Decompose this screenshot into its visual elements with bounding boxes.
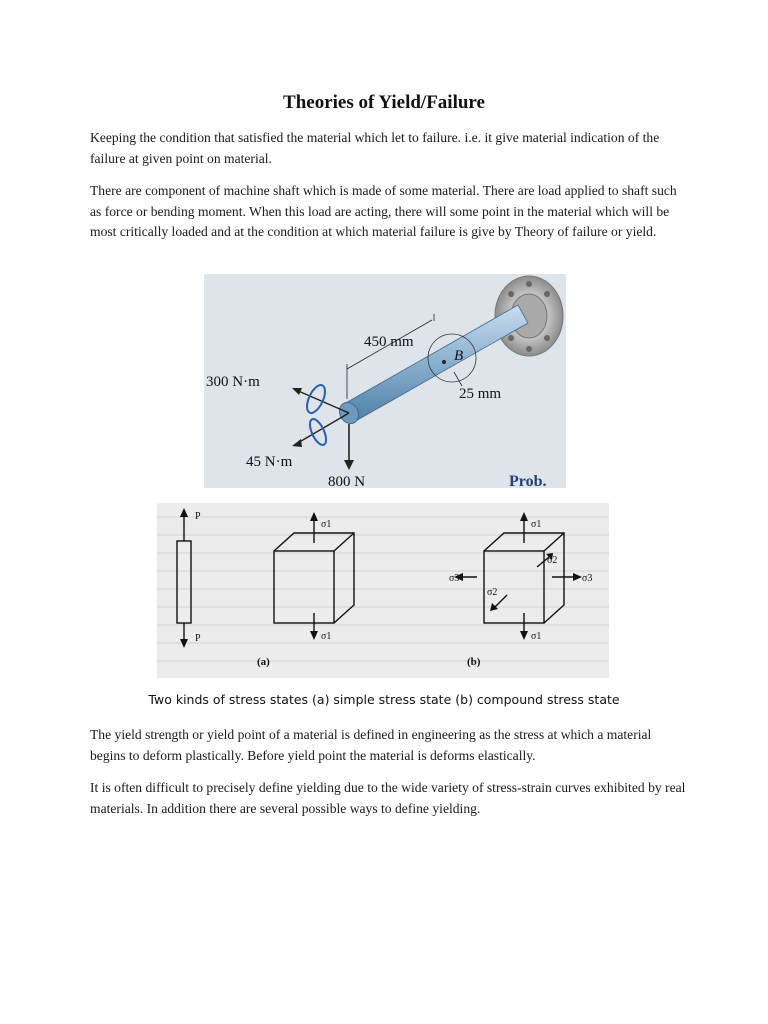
label-b: (b) [467, 656, 481, 668]
dimension-diameter-label: 25 mm [459, 386, 502, 402]
p-top-label: P [195, 511, 201, 522]
dimension-length-label: 450 mm [364, 334, 414, 350]
sigma2-bottom-label: σ2 [487, 587, 498, 598]
stress-states-figure [157, 503, 609, 678]
paragraph-2: There are component of machine shaft which is made of some material. There are load applied to shaft such as force or bending moment. When this load are acting, there will some point in the material which will be most critically loaded and at the condition at which material failure is give by Theory of failure or yield. [90, 183, 677, 239]
sigma1-top-b-label: σ1 [531, 519, 542, 530]
sigma3-left-label: σ3 [449, 573, 460, 584]
paragraph-4: It is often difficult to precisely define yielding due to the wide variety of stress-strain curves exhibited by real materials. In addition there are several possible ways to define yielding. [90, 780, 686, 816]
moment-45-label: 45 N·m [246, 454, 293, 470]
point-b-label: B [454, 348, 464, 364]
paragraph-3: The yield strength or yield point of a material is defined in engineering as the stress at which a material begins to deform plastically. Before yield point the material is deforms elastically. [90, 727, 652, 763]
sigma1-bottom-a-label: σ1 [321, 631, 332, 642]
paragraph-1: Keeping the condition that satisfied the material which let to failure. i.e. it give material indication of the failure at given point on material. [90, 130, 660, 166]
shaft-loading-figure [204, 274, 566, 488]
moment-300-label: 300 N·m [206, 374, 260, 390]
page-title: Theories of Yield/Failure [283, 92, 485, 113]
sigma1-bottom-b-label: σ1 [531, 631, 542, 642]
force-800-label: 800 N [328, 474, 366, 488]
sigma3-right-label: σ3 [582, 573, 593, 584]
label-a: (a) [257, 656, 270, 668]
sigma1-top-a-label: σ1 [321, 519, 332, 530]
sigma2-top-label: σ2 [547, 555, 558, 566]
figure-caption: Two kinds of stress states (a) simple stress state (b) compound stress state [148, 692, 620, 707]
prob-label: Prob. [509, 473, 547, 488]
p-bottom-label: P [195, 633, 201, 644]
